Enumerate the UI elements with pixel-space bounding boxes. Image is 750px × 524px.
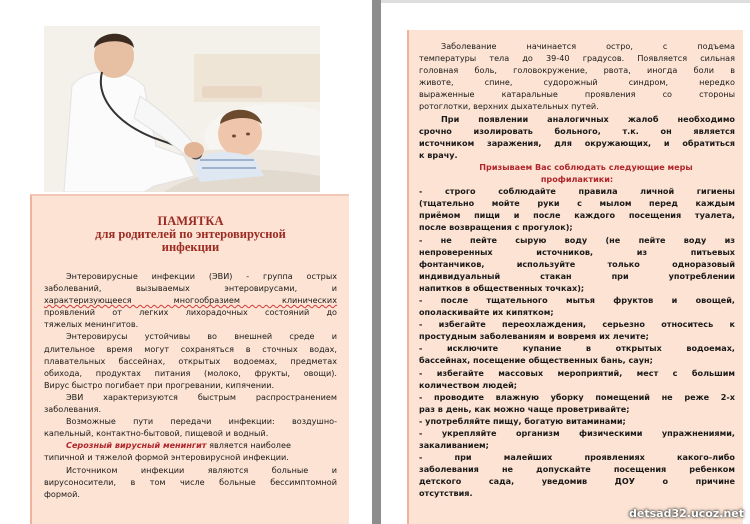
intro-line: выраженные катаральные проявления со стороны <box>419 89 735 100</box>
memo-p4-line: Возможные пути передачи инфекции: воздушно- <box>66 416 337 427</box>
prevention-rule-line: - после тщательного мытья фруктов и овощей, <box>419 294 735 305</box>
prevention-rule-line: напитков в общественных точках); <box>419 282 585 293</box>
memo-p1-line: Энтеровирусные инфекции (ЭВИ) - группа острых <box>66 271 337 281</box>
memo-p5-rest: является наиболее <box>206 440 291 451</box>
prevention-rule-line: отсутствия. <box>419 488 473 499</box>
meningitis-highlight: Серозный вирусный менингит <box>66 440 207 451</box>
page-top-rule <box>381 0 750 3</box>
prevention-rule-line: приёмом пищи и после каждого посещения туалета, <box>419 210 735 221</box>
prevention-rule-line: - исключите купание в открытых водоемах, <box>419 343 735 354</box>
memo-title-line3: инфекции <box>161 240 220 254</box>
prevention-rule-line: после возвращения с прогулок); <box>419 222 573 233</box>
left-page <box>0 0 372 524</box>
memo-title <box>32 215 349 254</box>
prevention-rule-line: закаливанием; <box>419 440 489 451</box>
prevention-rule-line: заболевания не допускайте посещения ребенком <box>419 464 735 475</box>
intro-line: животе, спине, судорожный синдром, нередко <box>419 77 735 88</box>
doctor-examining-child-illustration <box>44 26 320 192</box>
prevention-rule-line: - употребляйте пищу, богатую витаминами; <box>419 415 626 426</box>
memo-box <box>30 194 349 524</box>
prevention-rule-line: - проводите влажную уборку помещений не реже 2-х <box>419 391 735 402</box>
prevention-rule-line: - избегайте переохлаждения, серьезно относитесь к <box>419 319 735 330</box>
warning-line: срочно изолировать больного, т.к. он является <box>419 125 735 136</box>
prevention-rule-line: бассейнах, посещение общественных бань, саун; <box>419 355 653 366</box>
warning-line: источником заражения, для окружающих, и обратиться <box>419 137 735 148</box>
intro-line: головная боль, головокружение, рвота, иногда боли в <box>419 65 735 76</box>
memo-p2-line: длительное время могут сохраняться в сточных водах, <box>44 343 337 354</box>
doctor-child-photo <box>44 26 320 192</box>
memo-p2-line: Вирус быстро погибает при прогревании, кипячении. <box>44 379 275 390</box>
memo-p2-line: плавательных бассейнах, открытых водоемах, предметах <box>44 355 337 366</box>
prevention-rule-line: простудным заболеваниям и вовремя их лечите; <box>419 331 649 342</box>
memo-p3-line: ЭВИ характеризуются быстрым распространением <box>66 391 337 402</box>
warning-line: к врачу. <box>419 149 458 160</box>
prevention-rules-list <box>419 185 735 499</box>
site-watermark: detsad32.ucoz.net <box>629 507 744 520</box>
memo-body <box>32 254 349 500</box>
memo-p1-line: тяжелых менингитов. <box>44 319 139 330</box>
memo-p1-line: проявлений от легких лихорадочных состояний до <box>44 307 337 318</box>
memo-p2-line: обихода, продуктах питания (молоко, фрукты, овощи). <box>44 367 337 378</box>
intro-line: ротоглотки, верхних дыхательных путей. <box>419 101 599 112</box>
memo-p1-line: заболеваний, вызываемых энтеровирусами, и <box>44 283 337 294</box>
right-page <box>381 0 750 524</box>
prevention-box <box>407 30 743 524</box>
prevention-rule-line: ополаскивайте их кипятком; <box>419 307 554 318</box>
prevention-rule-line: фонтанчиков, используйте только одноразовый <box>419 258 735 269</box>
prevention-rule-line: - строго соблюдайте правила личной гигиены <box>419 186 735 197</box>
prevention-rule-line: (тщательно мойте руки с мылом перед каждым <box>419 198 735 209</box>
prevention-rule-line: - укрепляйте организм физическими упражнениями, <box>419 428 735 438</box>
memo-title-line2: для родителей по энтеровирусной <box>95 227 286 241</box>
memo-p6-line: формой. <box>44 488 80 499</box>
memo-p6-line: вирусоносители, в том числе больные бессимптомной <box>44 476 337 487</box>
prevention-rule-line: количеством людей; <box>419 379 518 390</box>
prevention-rule-line: детского сада, уведомив ДОУ о причине <box>419 476 735 487</box>
warning-line: При появлении аналогичных жалоб необходимо <box>441 113 735 124</box>
call-line1: Призываем Вас соблюдать следующие меры <box>479 161 693 172</box>
prevention-rule-line: - при малейших проявлениях какого-либо <box>419 452 735 463</box>
memo-p6-line: Источником инфекции являются больные и <box>66 464 337 475</box>
prevention-rule-line: - не пейте сырую воду (не пейте воду из <box>419 234 735 245</box>
memo-title-line1: ПАМЯТКА <box>157 214 224 228</box>
memo-p5-line: типичной и тяжелой формой энтеровирусной инфекции. <box>44 452 289 463</box>
memo-p3-line: заболевания. <box>44 404 102 415</box>
intro-line: температуры тела до 39-40 градусов. Появляется сильная <box>419 53 735 64</box>
memo-p1-line: характеризующееся многообразием клинических <box>44 295 337 306</box>
prevention-rule-line: раз в день, как можно чаще проветривайте; <box>419 403 630 414</box>
memo-p5-first-line <box>44 439 337 451</box>
intro-line: Заболевание начинается остро, с подъема <box>441 41 735 51</box>
prevention-call-heading <box>419 161 735 185</box>
prevention-rule-line: - избегайте массовых мероприятий, мест с большим <box>419 367 735 378</box>
prevention-body <box>409 30 743 500</box>
memo-p4-line: капельный, контактно-бытовой, пищевой и водный. <box>44 428 269 439</box>
memo-p2-line: Энтеровирусы устойчивы во внешней среде и <box>66 331 337 342</box>
prevention-rule-line: непроверенных источников, из питьевых <box>419 246 735 257</box>
call-line2: профилактики: <box>540 174 614 185</box>
page-gutter <box>372 0 381 524</box>
prevention-rule-line: индивидуальный стакан при употреблении <box>419 270 735 281</box>
